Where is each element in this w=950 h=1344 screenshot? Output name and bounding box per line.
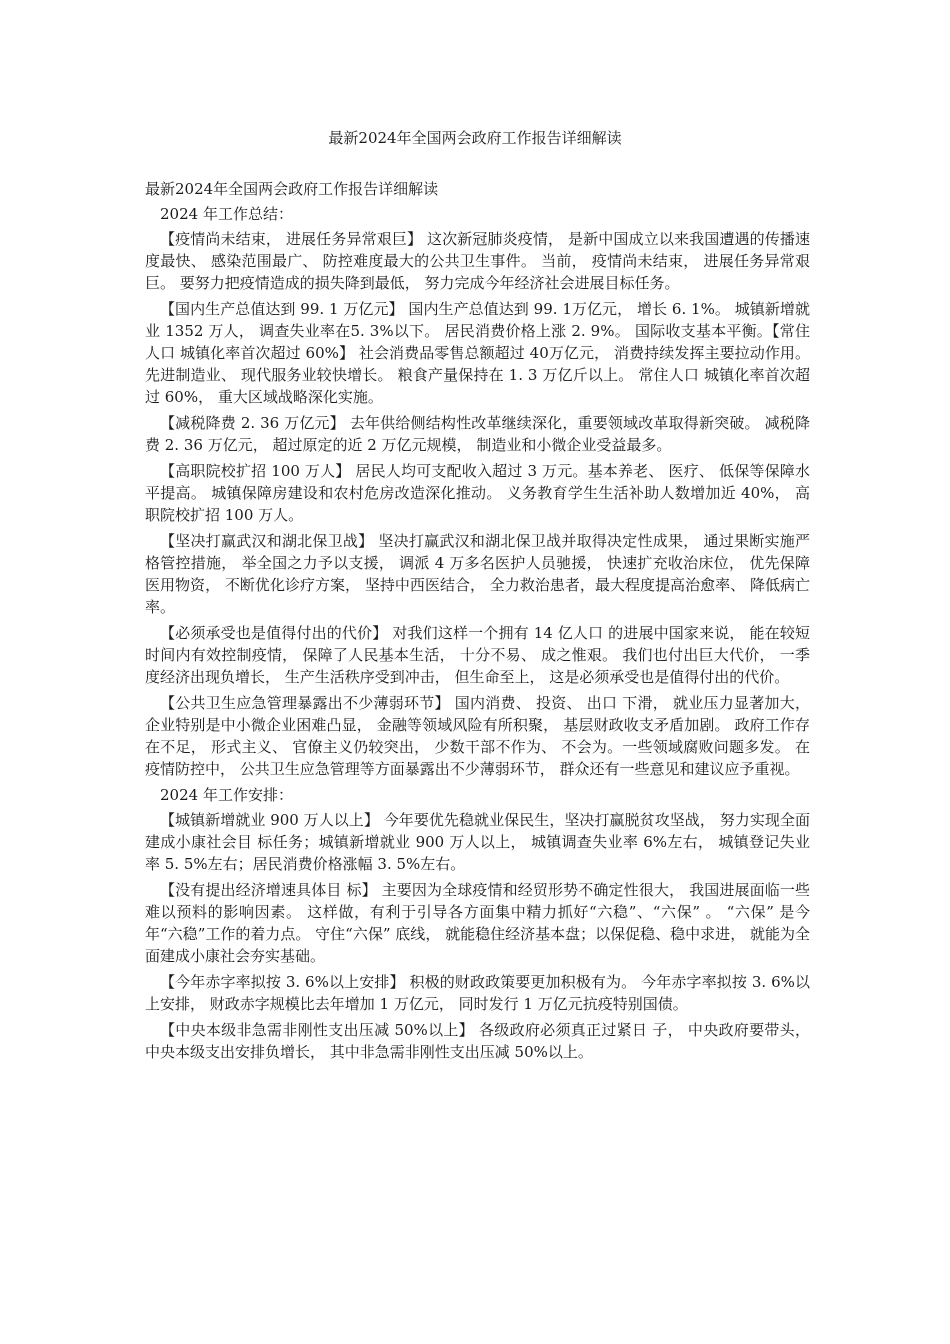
paragraph xyxy=(145,298,810,408)
paragraph xyxy=(145,228,810,294)
paragraph xyxy=(145,1019,810,1063)
paragraph-highlight: 【没有提出经济增速具体目 标】 xyxy=(160,881,377,899)
document-title: 最新2024年全国两会政府工作报告详细解读 xyxy=(328,129,622,147)
paragraph-text: 主要因为全球疫情和经贸形势不确定性很大， 我国进展面临一些难以预料的影响因素。 这样做，有利于引导各方面集中精力抓好“六稳”、“六保” 。 “六保” 是今年“六稳”工作的着力点。 守住“六保” 底线， 就能稳住经济基本盘；以保促稳、稳中求进， 就能为全面建成小康社会夯实基础。 xyxy=(145,881,810,965)
paragraph-highlight: 【公共卫生应急管理暴露出不少薄弱环节】 xyxy=(160,694,450,712)
document-subtitle: 最新2024年全国两会政府工作报告详细解读 xyxy=(145,180,439,198)
section-heading-summary: 2024 年工作总结： xyxy=(160,205,293,223)
paragraph-highlight: 【城镇新增就业 900 万人以上】 xyxy=(160,811,379,829)
section-heading-plan: 2024 年工作安排： xyxy=(160,786,293,804)
paragraph-text: 国内生产总值达到 99. 1万亿元， 增长 6. 1%。 城镇新增就业 1352 万人， 调查失业率在5. 3%以下。 居民消费价格上涨 2. 9%。 国际收支基本平衡。【常住人口 城镇化率首次超过 60%】 社会消费品零售总额超过 40万亿元， 消费持续发挥主要拉动作用。 先进制造业、 现代服务业较快增长。 粮食产量保持在 1. 3 万亿斤以上。 常住人口 城镇化率首次超过 60%， 重大区域战略深化实施。 xyxy=(145,300,810,406)
paragraph-highlight: 【疫情尚未结束， 进展任务异常艰巨】 xyxy=(160,230,423,248)
paragraph-text: 各级政府必须真正过紧日 子， 中央政府要带头， 中央本级支出安排负增长， 其中非急需非刚性支出压减 50%以上。 xyxy=(145,1021,810,1061)
paragraph-highlight: 【高职院校扩招 100 万人】 xyxy=(160,462,351,480)
paragraph xyxy=(145,530,810,618)
paragraph xyxy=(145,412,810,456)
paragraph xyxy=(145,622,810,688)
paragraph-highlight: 【必须承受也是值得付出的代价】 xyxy=(160,624,388,642)
document-body xyxy=(145,178,810,1067)
paragraph xyxy=(145,879,810,967)
paragraph-text: 坚决打赢武汉和湖北保卫战并取得决定性成果， 通过果断实施严格管控措施， 举全国之力予以支援， 调派 4 万多名医护人员驰援， 快速扩充收治床位， 优先保障医用物资， 不断优化诊疗方案， 坚持中西医结合， 全力救治患者，最大程度提高治愈率、 降低病亡率。 xyxy=(145,532,810,616)
paragraph-highlight: 【坚决打赢武汉和湖北保卫战】 xyxy=(160,532,374,550)
paragraph-text: 去年供给侧结构性改革继续深化，重要领域改革取得新突破。 减税降费 2. 36 万亿元， 超过原定的近 2 万亿元规模， 制造业和小微企业受益最多。 xyxy=(145,414,810,454)
paragraph xyxy=(145,971,810,1015)
paragraph-text: 对我们这样一个拥有 14 亿人口 的进展中国家来说， 能在较短时间内有效控制疫情， 保障了人民基本生活， 十分不易、 成之惟艰。 我们也付出巨大代价， 一季度经济出现负增长， 生产生活秩序受到冲击， 但生命至上， 这是必须承受也是值得付出的代价。 xyxy=(145,624,810,686)
paragraph xyxy=(145,692,810,780)
paragraph-highlight: 【今年赤字率拟按 3. 6%以上安排】 xyxy=(160,973,405,991)
paragraph-highlight: 【中央本级非急需非刚性支出压减 50%以上】 xyxy=(160,1021,474,1039)
paragraph-text: 积极的财政政策要更加积极有为。 今年赤字率拟按 3. 6%以上安排， 财政赤字规模比去年增加 1 万亿元， 同时发行 1 万亿元抗疫特别国债。 xyxy=(145,973,810,1013)
paragraph-text: 这次新冠肺炎疫情， 是新中国成立以来我国遭遇的传播速度最快、 感染范围最广、 防控难度最大的公共卫生事件。 当前， 疫情尚未结束， 进展任务异常艰巨。 要努力把疫情造成的损失降到最低， 努力完成今年经济社会进展目标任务。 xyxy=(145,230,810,292)
paragraph-highlight: 【减税降费 2. 36 万亿元】 xyxy=(160,414,345,432)
paragraph-text: 居民人均可支配收入超过 3 万元。基本养老、 医疗、 低保等保障水平提高。 城镇保障房建设和农村危房改造深化推动。 义务教育学生生活补助人数增加近 40%， 高职院校扩招 100 万人。 xyxy=(145,462,810,524)
paragraph xyxy=(145,809,810,875)
paragraph-highlight: 【国内生产总值达到 99. 1 万亿元】 xyxy=(160,300,404,318)
paragraph xyxy=(145,460,810,526)
paragraph-text: 今年要优先稳就业保民生，坚决打赢脱贫攻坚战， 努力实现全面建成小康社会目 标任务；城镇新增就业 900 万人以上， 城镇调查失业率 6%左右， 城镇登记失业率 5. 5%左右；居民消费价格涨幅 3. 5%左右。 xyxy=(145,811,810,873)
paragraph-text: 国内消费、 投资、 出口 下滑， 就业压力显著加大， 企业特别是中小微企业困难凸显， 金融等领域风险有所积聚， 基层财政收支矛盾加剧。 政府工作存在不足， 形式主义、 官僚主义仍较突出， 少数干部不作为、 不会为。一些领域腐败问题多发。 在疫情防控中， 公共卫生应急管理等方面暴露出不少薄弱环节， 群众还有一些意见和建议应予重视。 xyxy=(145,694,810,778)
